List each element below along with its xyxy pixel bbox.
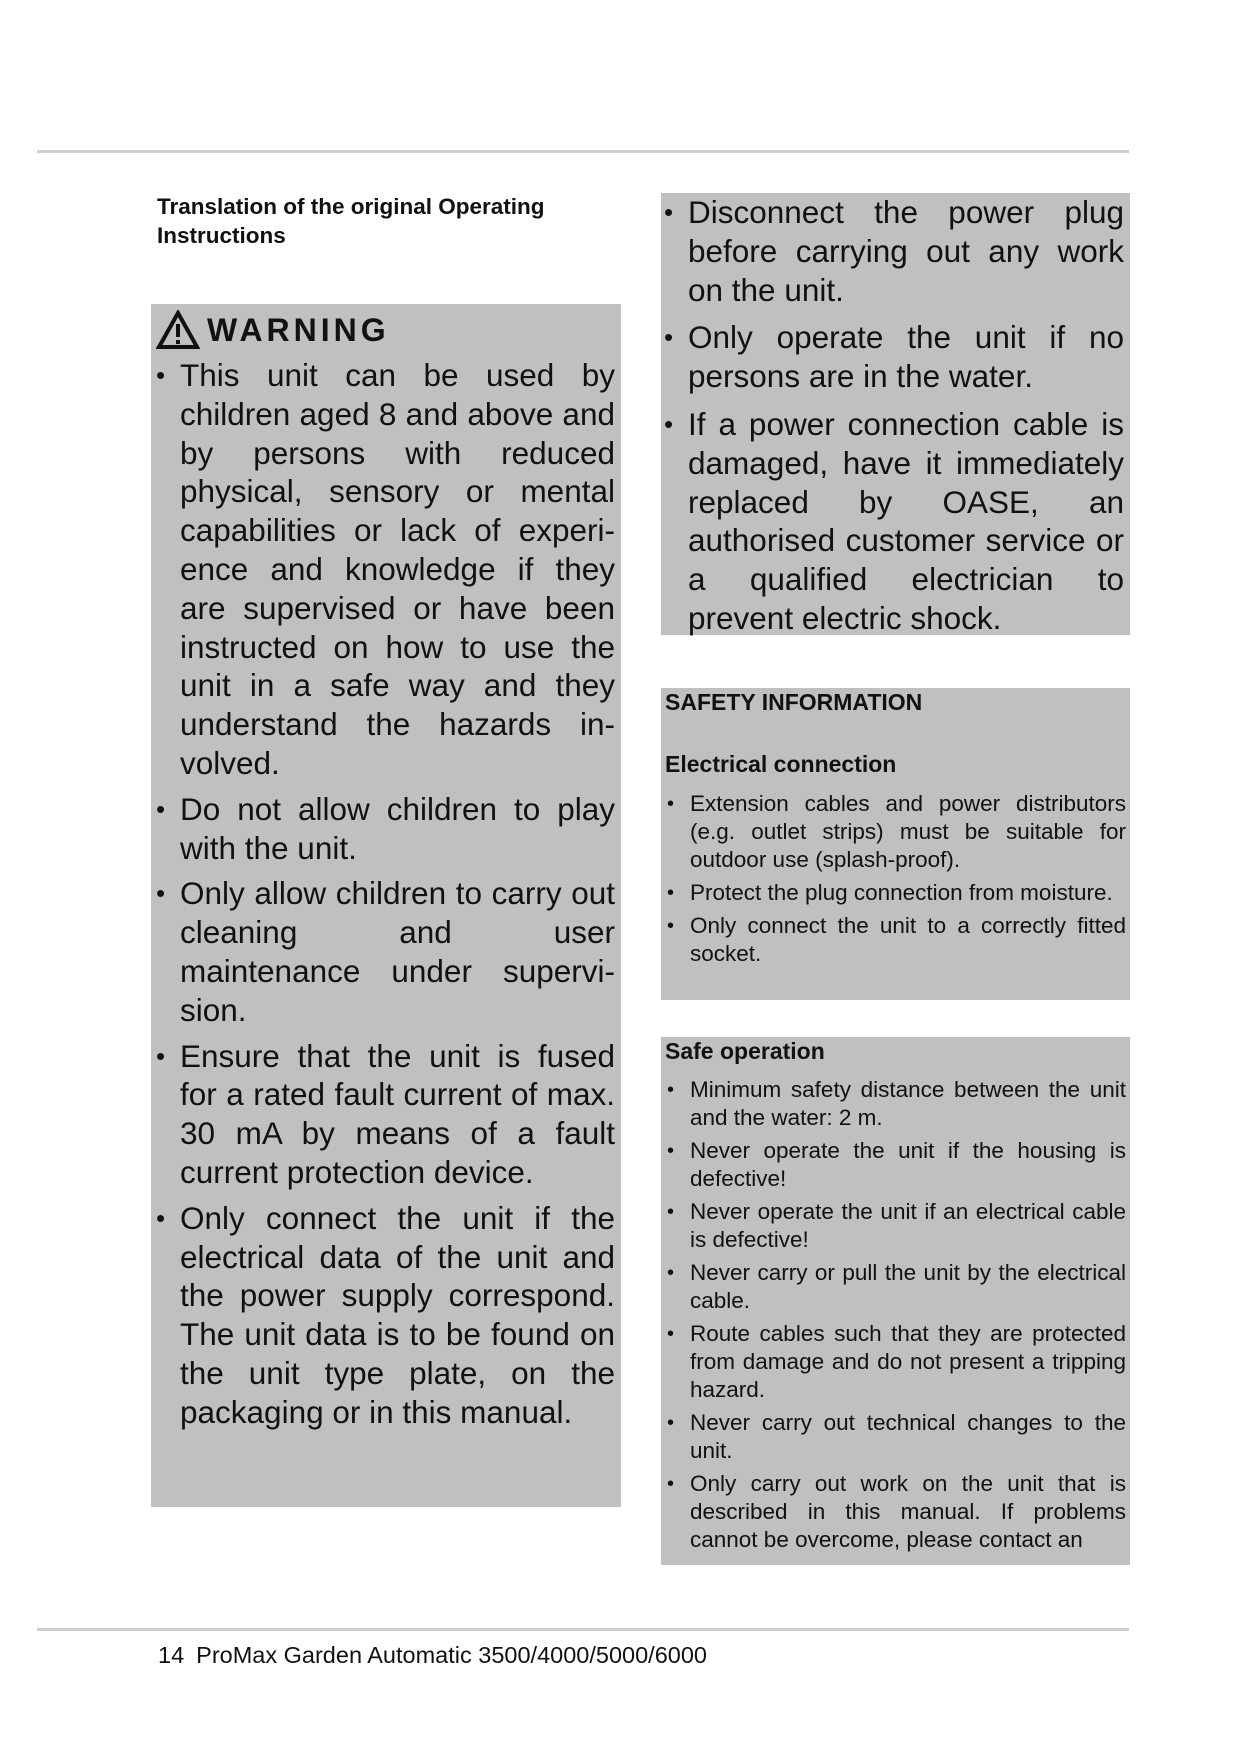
list-item: • Only carry out work on the unit that is described in this manual. If problems cannot be overcome, please contact an — [665, 1470, 1126, 1554]
list-item: • Never operate the unit if the housing is defective! — [665, 1137, 1126, 1193]
warning-header — [156, 304, 621, 356]
electrical-connection-list — [665, 790, 1126, 968]
warning-title: WARNING — [207, 311, 390, 348]
list-item: • Only allow children to carry out cleaning and user maintenance under supervision. — [156, 874, 621, 1029]
warning-box — [151, 304, 621, 1507]
safe-operation-heading: Safe operation — [665, 1038, 825, 1064]
list-item: • Only operate the unit if no persons are in the water. — [664, 318, 1130, 396]
list-item: • Protect the plug connection from moisture. — [665, 879, 1126, 907]
list-item: • Do not allow children to play with the unit. — [156, 790, 621, 868]
list-item: • Ensure that the unit is fused for a rated fault current of max. 30 mA by means of a fault current protection device. — [156, 1037, 621, 1192]
safe-operation-list — [665, 1076, 1126, 1554]
list-item: • Only connect the unit if the electrical data of the unit and the power supply correspond. The unit data is to be found on the unit type plate, on the packaging or in this manual. — [156, 1199, 621, 1432]
list-item: • Never carry out technical changes to the unit. — [665, 1409, 1126, 1465]
warning-triangle-icon — [156, 310, 200, 350]
list-item: • If a power connection cable is damaged, have it immediately replaced by OASE, an authorised customer service or a qualified electrician to prevent electric shock. — [664, 405, 1130, 638]
list-item: • Extension cables and power distributors (e.g. outlet strips) must be suitable for outdoor use (splash-proof). — [665, 790, 1126, 874]
warning-continued-list — [664, 193, 1130, 638]
list-item: • Never carry or pull the unit by the electrical cable. — [665, 1259, 1126, 1315]
bottom-divider — [37, 1628, 1129, 1631]
top-divider — [37, 150, 1129, 153]
list-item: • Route cables such that they are protected from damage and do not present a tripping hazard. — [665, 1320, 1126, 1404]
page-number: 14 — [158, 1642, 185, 1668]
electrical-connection-heading: Electrical connection — [665, 751, 897, 777]
safe-operation-box — [661, 1037, 1130, 1565]
list-item: • Only connect the unit to a correctly fitted socket. — [665, 912, 1126, 968]
list-item: • This unit can be used by children aged 8 and above and by persons with reduced physical, sensory or mental capabilities or lack of experience and knowledge if they are supervised or have been instructed on how to use the unit in a safe way and they understand the hazards involved. — [156, 356, 621, 783]
list-item: • Disconnect the power plug before carrying out any work on the unit. — [664, 193, 1130, 309]
product-name: ProMax Garden Automatic 3500/4000/5000/6000 — [196, 1642, 707, 1668]
list-item: • Minimum safety distance between the unit and the water: 2 m. — [665, 1076, 1126, 1132]
safety-information-box — [661, 688, 1130, 1000]
warning-list — [156, 356, 621, 1432]
page-footer — [158, 1640, 707, 1670]
safety-information-heading: SAFETY INFORMATION — [665, 689, 923, 715]
warning-continued-box — [661, 193, 1130, 635]
list-item: • Never operate the unit if an electrical cable is defective! — [665, 1198, 1126, 1254]
page-title: Translation of the original Operating Instructions — [157, 194, 545, 248]
